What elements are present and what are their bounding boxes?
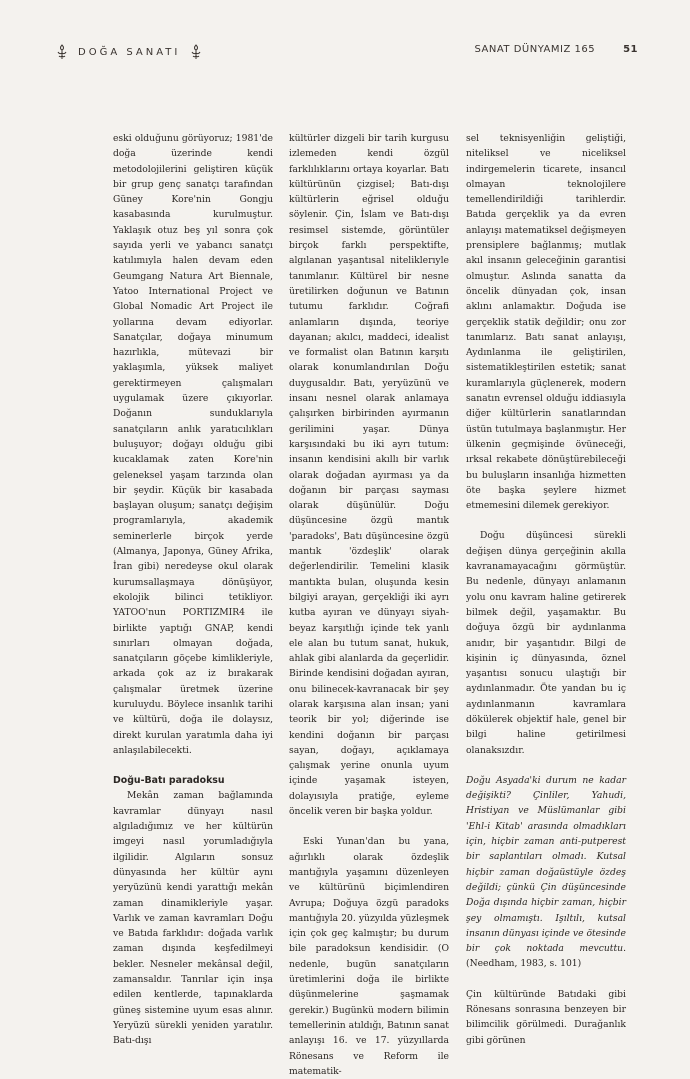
paragraph: sel teknisyenliğin geliştiği, niteliksel ve niceliksel indirgemelerin ticarete, insancıl olmayan teknolojilere temellendirildiği tarihlerdir. Batıda gerçeklik ya da evren anlayışı matematiksel değişmeyen prensiplere bağlanmış; mutlak akıl insanın geleceğinin garantisi olmuştur. Aslında sanatta da öncelik dünyadan çok, insan aklını anlamaktır. Doğuda ise gerçeklik statik değildir; onu zor tanımlarız. Batı sanat anlayışı, Aydınlanma ile geliştirilen, sistematikleştirilen estetik; sanat kuramlarıyla güçlenerek, modern sanatın evrensel olduğu iddiasıyla diğer kültürlerin sanatlarından üstün tutulmaya başlanmıştır. Her ülkenin geçmişinde övüneceği, ırksal rekabete dönüştürebileceği bu buluşların insanlığa hizmetten öte başka şeylere hizmet etmemesini dilemek gerekiyor. (466, 133, 626, 512)
paragraph: Eski Yunan'dan bu yana, ağırlıklı olarak özdeşlik mantığıyla yaşamını düzenleyen ve kültürünü biçimlendiren Avrupa; Doğuya özgü paradoks mantığıyla 20. yüzyılda yüzleşmek için çok geç kalmıştır; bu durum bile paradoksun kendisidir. (O nedenle, bugün sanatçıların üretimlerini doğa ile birlikte düşünmelerine şaşmamak gerekir.) Bugünkü modern bilimin temellerinin atıldığı, Batının sanat anlayışı 16. ve 17. yüzyıllarda Rönesans ve Reform ile matematik- (289, 836, 449, 1077)
magazine-title: SANAT DÜNYAMIZ 165 (474, 44, 596, 55)
section-heading: Doğu-Batı paradoksu (113, 775, 225, 787)
fleuron-icon (56, 44, 68, 60)
text-column-3 (466, 131, 626, 1048)
block-quote (466, 773, 626, 972)
paragraph: Doğu düşüncesi sürekli değişen dünya gerçeğinin akılla kavranamayacağını görmüştür. Bu nedenle, dünyayı anlamanın yolu onu kavram haline getirerek bilmek değil, yaşamaktır. Bu doğuya özgü bir aydınlanma anıdır, bir yaşantıdır. Bilgi de kişinin iç dünyasında, öznel yaşantısı sonucu ulaştığı bir aydınlanmadır. Öte yandan bu iç aydınlanmanın kavramlara dökülerek objektif hale, genel bir bilgi haline getirilmesi olanaksızdır. (466, 530, 626, 756)
paragraph-gap (466, 758, 626, 773)
quote-text: Doğu Asyada'ki durum ne kadar değişikti? Çinliler, Yahudi, Hristiyan ve Müslümanlar gibi 'Ehl-i Kitab' arasında olmadıkları için, hiçbir zaman anti-putperest bir saplantıları olmadı. Kutsal hiçbir zaman doğaüstüyle özdeş değildi; çünkü Çin düşüncesinde Doğa dışında hiçbir zaman, hiçbir şey olmamıştı. Işıltılı, kutsal insanın dünyası içinde ve ötesinde bir çok noktada mevcuttu. (466, 774, 626, 955)
paragraph: Mekân zaman bağlamında kavramlar dünyayı nasıl algıladığımız ve her kültürün imgeyi nasıl yorumladığıyla ilgilidir. Algıların sonsuz dünyasında her kültür aynı yeryüzünü kendi yarattığı mekân zaman dinamikleriyle yaşar. Varlık ve zaman kavramları Doğu ve Batıda farklıdır: doğada varlık zaman dışında keşfedilmeyi bekler. Nesneler mekânsal değil, zamansaldır. Tanrılar için inşa edilen kentlerde, tapınaklarda güneş sistemine uyum esas alınır. Yeryüzü sürekli yeniden yaratılır. Batı-dışı (113, 790, 273, 1047)
quote-citation: (Needham, 1983, s. 101) (466, 958, 582, 970)
page-header-left (56, 44, 202, 60)
fleuron-icon (190, 44, 202, 60)
text-column-2 (289, 131, 449, 1079)
text-column-1 (113, 131, 273, 1049)
section-title: DOĞA SANATI (78, 46, 181, 58)
paragraph: kültürler dizgeli bir tarih kurgusu izlemeden kendi özgül farklılıklarını ortaya koyarlar. Batı kültürünün çizgisel; Batı-dışı kültürlerin eğrisel olduğu söylenir. Çin, İslam ve Batı-dışı resimsel sistemde, görüntüler birçok farklı perspektifte, algılanan yaşantısal niteliklerıyle tanımlanır. Kültürel bir nesne üretilirken doğunun ve Batının tutumu farklıdır. Coğrafi anlamların dışında, teoriye dayanan; akılcı, maddeci, idealist ve formalist olan Batının karşıtı olarak konumlandırılan Doğu duygusaldır. Batı, yeryüzünü ve insanı nesnel olarak anlamaya çalışırken birbirinden ayırmanın gerilimini yaşar. Dünya karşısındaki bu iki ayrı tutum: insanın kendisini akıllı bir varlık olarak doğadan ayırması ya da doğanın bir parçası sayması olarak düşünülür. Doğu düşüncesine özgü mantık 'paradoks', Batı düşüncesine özgü mantık 'özdeşlik' olarak değerlendirilir. Temelini klasik mantıkta bulan, oluşunda kesin bilgiyi arayan, gerçekliği iki ayrı kutba ayıran ve dünyayı siyah-beyaz karşıtlığı içinde tek yanlı ele alan bu tutum sanat, hukuk, ahlak gibi alanlarda da geçerlidir. Birinde kendisini doğadan ayıran, onu bilinecek-kavranacak bir şey olarak karşısına alan insan; yani teorik bir yol; diğerinde ise kendini doğanın bir parçası sayan, doğayı, açıklamaya çalışmak yerine onunla uyum içinde yaşamak isteyen, dolayısıyla pratiğe, eyleme öncelik veren bir başka yoldur. (289, 133, 449, 818)
paragraph-gap (466, 513, 626, 528)
paragraph: Çin kültüründe Batıdaki gibi Rönesans sonrasına benzeyen bir bilimcilik görülmedi. Durağanlık gibi görünen (466, 988, 626, 1046)
page-header-right (475, 44, 639, 55)
paragraph: eski olduğunu görüyoruz; 1981'de doğa üzerinde kendi metodolojilerini geliştiren küçük bir grup genç sanatçı tarafından Güney Kore'nin Gongju kasabasında kurulmuştur. Yaklaşık otuz beş yıl sonra çok sayıda yerli ve yabancı sanatçı katılımıyla halen devam eden Geumgang Natura Art Biennale, Yatoo International Project ve Global Nomadic Art Project ile yollarına devam ediyorlar. Sanatçılar, doğaya minumum hazırlıkla, mütevazi bir yaklaşımla, yüksek maliyet gerektirmeyen çalışmaları uygulamak üzere çıkıyorlar. Doğanın sunduklarıyla sanatçıların anlık yaratıcılıkları buluşuyor; doğayı olduğu gibi kucaklamak zaten Kore'nin geleneksel yaşam tarzında olan bir şeydir. Küçük bir kasabada başlayan oluşum; sanatçı değişim programlarıyla, akademik seminerlerle birçok yerde (Almanya, Japonya, Güney Afrika, İran gibi) neredeyse okul olarak kurumsallaşmaya dönüşüyor, ekolojik bilinci tetikliyor. YATOO'nun PORTIZMIR4 ile birlikte yaptığı GNAP, kendi sınırları olmayan doğada, sanatçıların göçebe kimlikleriyle, arkada çok az iz bırakarak çalışmalar üretmek üzerine kuruluydu. Böylece insanlık tarihi ve kültürü, doğa ile dolaysız, direkt kurulan yaratımla daha iyi anlaşılabilecekti. (113, 133, 273, 756)
paragraph-gap (466, 972, 626, 987)
page-number: 51 (623, 44, 638, 55)
paragraph-gap (289, 819, 449, 834)
